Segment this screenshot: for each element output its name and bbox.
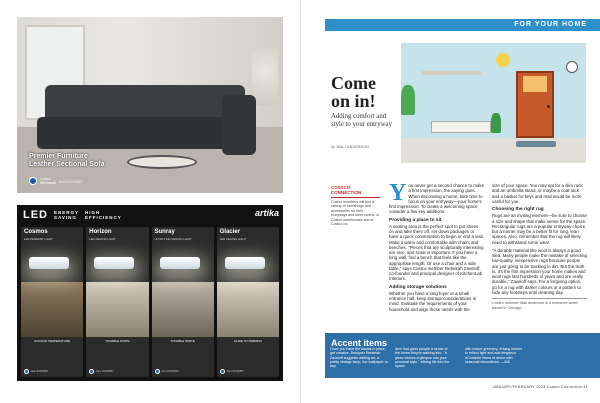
panel-room-photo [86, 282, 148, 337]
panel-item [220, 369, 244, 374]
accent-items-box [325, 333, 600, 378]
panel-name: Glacier [219, 229, 241, 235]
drop-cap: Y [389, 180, 407, 206]
light-fixture-icon [225, 257, 265, 269]
costco-logo-icon [89, 369, 94, 374]
paragraph: Whether you have a long foyer or a small entrance hall, keep storage considerations in mind. Evaluate the requirements of your household and align those needs with the [389, 290, 477, 312]
article-title [331, 74, 376, 110]
right-page [300, 0, 600, 403]
led-sub2: SAVING [54, 215, 77, 220]
panel-item-number: Item #1234567 [96, 370, 114, 373]
led-advertisement [17, 205, 283, 381]
article-column-2 [492, 183, 587, 312]
led-sub1: ENERGY [54, 210, 80, 215]
paragraph: size of your space. You may opt for a slim rack and an umbrella stand, or maybe a coat rack and a basket for keys and mail would be more useful for you. [492, 183, 583, 204]
panel-item [24, 369, 48, 374]
accent-column: Once you have the basics in place, get creative. Designer Rebekah Zaveloff suggests adding art, a pretty vintage lamp, fun wallpaper or any [330, 347, 388, 369]
sidebar-head1: COSTCO [331, 185, 351, 190]
author-bio: Costco member Mali Anderson is a freelance writer based in Chicago. [492, 298, 587, 312]
sofa-armrest [222, 95, 256, 155]
article-column-1 [389, 180, 485, 315]
panel-feature: TUNABLE WHITE [170, 339, 195, 343]
panel-item-number: Item #1234567 [161, 370, 179, 373]
panel-room-photo [217, 282, 279, 337]
section-label: FOR YOUR HOME [514, 20, 587, 28]
costco-connection-sidebar [331, 185, 380, 226]
panel-subtitle: ULTRA THIN CEILING LIGHT [154, 237, 192, 241]
led-sub4: EFFICIENCY [85, 215, 122, 220]
sidebar-head2: CONNECTION [331, 190, 362, 195]
illus-floor [401, 138, 586, 163]
led-headline: LED [23, 209, 48, 221]
subhead: Adding storage solutions [389, 284, 447, 290]
panel-subtitle: LED CEILING LIGHT [89, 237, 116, 241]
panel-item [155, 369, 179, 374]
accent-heading: Accent items [331, 338, 388, 348]
paragraph: A seating area is the perfect spot to put shoes on and take them off, set down packages or have a quick conversation to begin or end a visit. Make it warm and comfortable with chairs and benches. "Pieces that are sculpturally interesting are nice, and scale is important. If you have a long wall, find a bench that feels like the appropriate length. Or use a chair and a side table," says Costco member Rebekah Zaveloff, co-founder and principal designer of KitchenLab Interiors. [389, 223, 484, 282]
title-line1: Come [331, 73, 376, 93]
panel-feature: COLOUR TEMPERATURE [34, 339, 71, 343]
title-line2: on in! [331, 91, 376, 111]
subhead: Choosing the right rug [492, 207, 544, 212]
coffee-table [127, 155, 197, 169]
led-panel [86, 227, 148, 377]
section-banner [325, 19, 600, 31]
accent-column: item that gives people a sense of the home they're walking into. "It gives visitors a glimpse into your personal style." ●Bring life into the space [395, 347, 450, 369]
costco-logo-icon [24, 369, 29, 374]
accent-column: with indoor greenery. ●Hang mirrors to reflect light and add elegance. ●Consider items of decor with seasonal decorations. —MA [465, 347, 523, 364]
sidebar-rule [331, 197, 380, 198]
paragraph: ou never get a second chance to make a first impression, the saying goes. When decorating a home, take time to focus on your entryway—your home's first impression. To create a welcoming space, consider a few key additions. [389, 183, 485, 215]
sofa-advertisement [17, 17, 283, 193]
panel-subtitle: LED CEILING LIGHT [219, 237, 247, 241]
panel-name: Sunray [154, 229, 175, 235]
sofa-product-line2: Leather Sectional Sofa [29, 161, 105, 168]
sofa-brand-text: Costco Wholesale [40, 177, 57, 185]
led-subhead-b [85, 210, 122, 220]
light-fixture-icon [94, 257, 134, 269]
artika-logo: artika [254, 208, 279, 218]
led-subhead-a [54, 210, 79, 220]
article-deck: Adding comfort and style to your entryway [331, 113, 392, 128]
sofa-item-number: Item #1234567 [59, 180, 83, 184]
illus-door-knob [547, 105, 550, 108]
illus-shelf [421, 71, 481, 75]
page-folio: JANUARY/FEBRUARY 2023 Costco Connection 41 [492, 385, 588, 389]
sidebar-text: Costco members will find a variety of furnishings and accessories for their entryways and other rooms, in Costco warehouses and at Costco.ca. [331, 200, 380, 227]
panel-item-number: Item #1234567 [31, 370, 49, 373]
led-panel [21, 227, 83, 377]
light-fixture-icon [160, 257, 200, 269]
panel-name: Cosmos [24, 229, 48, 235]
led-panel [152, 227, 214, 377]
panel-room-photo [152, 282, 214, 337]
panel-item [89, 369, 113, 374]
illus-bench [431, 121, 491, 133]
panel-room-photo [21, 282, 83, 337]
subhead: Providing a place to sit [389, 217, 442, 223]
illus-plant-icon [491, 113, 501, 133]
entryway-illustration [401, 43, 586, 163]
paragraph: Rugs are an inviting element—be sure to choose a size and shape that make sense for the space. Rectangular rugs are a popular entryway choice, but a runner may be a better fit for long, lean spaces. Also, remember that the rug will likely need to withstand some wear. [492, 213, 587, 245]
sofa-product-label [29, 153, 104, 169]
panel-feature: TUNABLE WHITE [105, 339, 130, 343]
illus-lamp-icon [496, 53, 510, 67]
sofa-seat [37, 117, 252, 149]
illus-clock-icon [566, 61, 578, 73]
illus-plant-icon [401, 85, 415, 115]
light-fixture-icon [29, 257, 69, 269]
panel-item-number: Item #1234567 [226, 370, 245, 373]
costco-logo-icon [155, 369, 160, 374]
panel-feature: GLIDE TO DIMMING [233, 339, 262, 343]
panel-subtitle: LED PENDANT LIGHT [24, 237, 53, 241]
sofa-product-line1: Premier Furniture [29, 153, 88, 160]
byline: by MALI ANDERSON [331, 145, 370, 149]
illus-doormat [516, 141, 556, 147]
illus-door-window [523, 76, 547, 92]
panel-name: Horizon [89, 229, 112, 235]
sofa-brand [29, 177, 56, 185]
led-panel [217, 227, 279, 377]
led-sub3: HIGH [85, 210, 101, 215]
costco-logo-icon [29, 177, 37, 185]
led-header [17, 205, 283, 225]
led-product-panels [21, 227, 279, 377]
costco-logo-icon [220, 369, 225, 374]
paragraph: "A durable material like wool is always a good idea. Many people make the mistake of selecting low-quality, inexpensive rugs because people are just going to be tracking in dirt. But the truth is, it's the first impression your home makes and wool rugs last hundreds of years and are really durable," Zaveloff says. For a forgiving option, go for a rug with darker colours or a pattern to hide any footsteps until cleaning day. [492, 247, 587, 295]
